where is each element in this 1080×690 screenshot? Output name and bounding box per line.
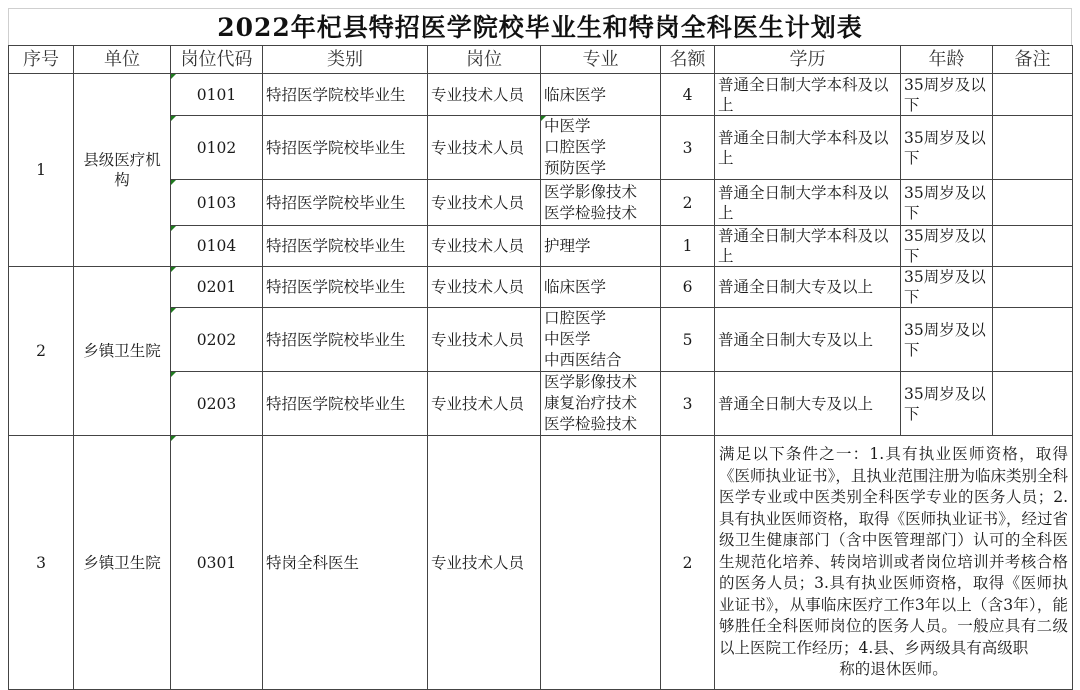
post-cell[interactable]: 专业技术人员 [428, 74, 541, 116]
code-cell[interactable]: 0102 [171, 116, 263, 180]
age-cell[interactable]: 35周岁及以下 [901, 308, 993, 372]
major-cell[interactable] [541, 372, 661, 436]
remark-cell[interactable] [993, 74, 1073, 116]
education-cell[interactable]: 普通全日制大学本科及以上 [715, 116, 901, 180]
post-cell[interactable]: 专业技术人员 [428, 226, 541, 267]
post-cell[interactable]: 专业技术人员 [428, 180, 541, 226]
quota-cell[interactable]: 5 [661, 308, 715, 372]
sheet-title: 2022年杞县特招医学院校毕业生和特岗全科医生计划表 [8, 8, 1072, 45]
category-cell[interactable]: 特招医学院校毕业生 [263, 74, 428, 116]
education-cell[interactable]: 普通全日制大专及以上 [715, 267, 901, 308]
col-header-code[interactable]: 岗位代码 [171, 46, 263, 74]
requirements-cell[interactable] [715, 436, 1073, 690]
post-cell[interactable]: 专业技术人员 [428, 372, 541, 436]
remark-cell[interactable] [993, 180, 1073, 226]
code-cell[interactable]: 0203 [171, 372, 263, 436]
col-header-quota[interactable]: 名额 [661, 46, 715, 74]
major-cell[interactable] [541, 74, 661, 116]
table-row [9, 74, 1073, 116]
post-cell[interactable]: 专业技术人员 [428, 308, 541, 372]
remark-cell[interactable] [993, 116, 1073, 180]
major-line: 医学影像技术 [544, 373, 638, 391]
major-line: 护理学 [544, 237, 591, 255]
major-cell[interactable] [541, 436, 661, 690]
major-cell[interactable] [541, 116, 661, 180]
major-cell[interactable] [541, 226, 661, 267]
major-line: 医学影像技术 [544, 182, 638, 201]
major-cell[interactable] [541, 267, 661, 308]
education-cell[interactable]: 普通全日制大学本科及以上 [715, 74, 901, 116]
post-cell[interactable]: 专业技术人员 [428, 267, 541, 308]
major-line: 中医学 [544, 117, 591, 135]
age-cell[interactable]: 35周岁及以下 [901, 116, 993, 180]
category-cell[interactable]: 特招医学院校毕业生 [263, 372, 428, 436]
col-header-education[interactable]: 学历 [715, 46, 901, 74]
code-cell[interactable]: 0202 [171, 308, 263, 372]
quota-cell[interactable]: 2 [661, 436, 715, 690]
remark-cell[interactable] [993, 267, 1073, 308]
age-cell[interactable]: 35周岁及以下 [901, 226, 993, 267]
code-cell[interactable]: 0301 [171, 436, 263, 690]
category-cell[interactable]: 特招医学院校毕业生 [263, 116, 428, 180]
col-header-category[interactable]: 类别 [263, 46, 428, 74]
education-cell[interactable]: 普通全日制大专及以上 [715, 372, 901, 436]
col-header-seq[interactable]: 序号 [9, 46, 74, 74]
major-line: 医学检验技术 [544, 415, 638, 433]
col-header-unit[interactable]: 单位 [74, 46, 171, 74]
quota-cell[interactable]: 3 [661, 372, 715, 436]
major-line: 口腔医学 [544, 309, 607, 327]
major-line: 中医学 [544, 330, 591, 348]
unit-cell[interactable]: 乡镇卫生院 [74, 267, 171, 436]
education-cell[interactable]: 普通全日制大学本科及以上 [715, 226, 901, 267]
age-cell[interactable]: 35周岁及以下 [901, 267, 993, 308]
quota-cell[interactable]: 6 [661, 267, 715, 308]
category-cell[interactable]: 特招医学院校毕业生 [263, 267, 428, 308]
seq-cell[interactable]: 1 [9, 74, 74, 267]
major-line: 中西医结合 [544, 351, 622, 369]
unit-cell[interactable]: 乡镇卫生院 [74, 436, 171, 690]
table-row [9, 436, 1073, 690]
col-header-post[interactable]: 岗位 [428, 46, 541, 74]
category-cell[interactable]: 特招医学院校毕业生 [263, 180, 428, 226]
quota-cell[interactable]: 3 [661, 116, 715, 180]
quota-cell[interactable]: 2 [661, 180, 715, 226]
requirements-text: 满足以下条件之一：1.具有执业医师资格，取得《医师执业证书》，且执业范围注册为临床类别全科医学专业或中医类别全科医学专业的医务人员；2.具有执业医师资格，取得《医师执业证书》，经过省级卫生健康部门（含中医管理部门）认可的全科医生规范化培养、转岗培训或者岗位培训并考核合格的医务人员；3.具有执业医师资格，取得《医师执业证书》，从事临床医疗工作3年以上（含3年），能够胜任全科医师岗位的医务人员。一般应具有二级以上医院工作经历；4.县、乡两级具有高级职 [719, 445, 1068, 657]
code-cell[interactable]: 0201 [171, 267, 263, 308]
post-cell[interactable]: 专业技术人员 [428, 436, 541, 690]
remark-cell[interactable] [993, 372, 1073, 436]
major-line: 口腔医学 [544, 138, 607, 156]
remark-cell[interactable] [993, 308, 1073, 372]
category-cell[interactable]: 特岗全科医生 [263, 436, 428, 690]
major-line: 临床医学 [544, 278, 607, 296]
col-header-age[interactable]: 年龄 [901, 46, 993, 74]
education-cell[interactable]: 普通全日制大专及以上 [715, 308, 901, 372]
major-line: 康复治疗技术 [544, 394, 638, 412]
category-cell[interactable]: 特招医学院校毕业生 [263, 308, 428, 372]
code-cell[interactable]: 0101 [171, 74, 263, 116]
plan-table [8, 45, 1073, 690]
spreadsheet [8, 8, 1072, 690]
age-cell[interactable]: 35周岁及以下 [901, 372, 993, 436]
table-row [9, 267, 1073, 308]
age-cell[interactable]: 35周岁及以下 [901, 74, 993, 116]
col-header-major[interactable]: 专业 [541, 46, 661, 74]
education-cell[interactable]: 普通全日制大学本科及以上 [715, 180, 901, 226]
major-line: 医学检验技术 [544, 203, 638, 222]
header-row [9, 46, 1073, 74]
seq-cell[interactable]: 3 [9, 436, 74, 690]
code-cell[interactable]: 0104 [171, 226, 263, 267]
major-cell[interactable] [541, 308, 661, 372]
remark-cell[interactable] [993, 226, 1073, 267]
unit-cell[interactable]: 县级医疗机构 [74, 74, 171, 267]
post-cell[interactable]: 专业技术人员 [428, 116, 541, 180]
major-cell[interactable] [541, 180, 661, 226]
seq-cell[interactable]: 2 [9, 267, 74, 436]
quota-cell[interactable]: 1 [661, 226, 715, 267]
major-line: 预防医学 [544, 159, 607, 177]
code-cell[interactable]: 0103 [171, 180, 263, 226]
quota-cell[interactable]: 4 [661, 74, 715, 116]
category-cell[interactable]: 特招医学院校毕业生 [263, 226, 428, 267]
major-line: 临床医学 [544, 85, 607, 104]
age-cell[interactable]: 35周岁及以下 [901, 180, 993, 226]
requirements-tail: 称的退休医师。 [839, 660, 948, 679]
col-header-remark[interactable]: 备注 [993, 46, 1073, 74]
